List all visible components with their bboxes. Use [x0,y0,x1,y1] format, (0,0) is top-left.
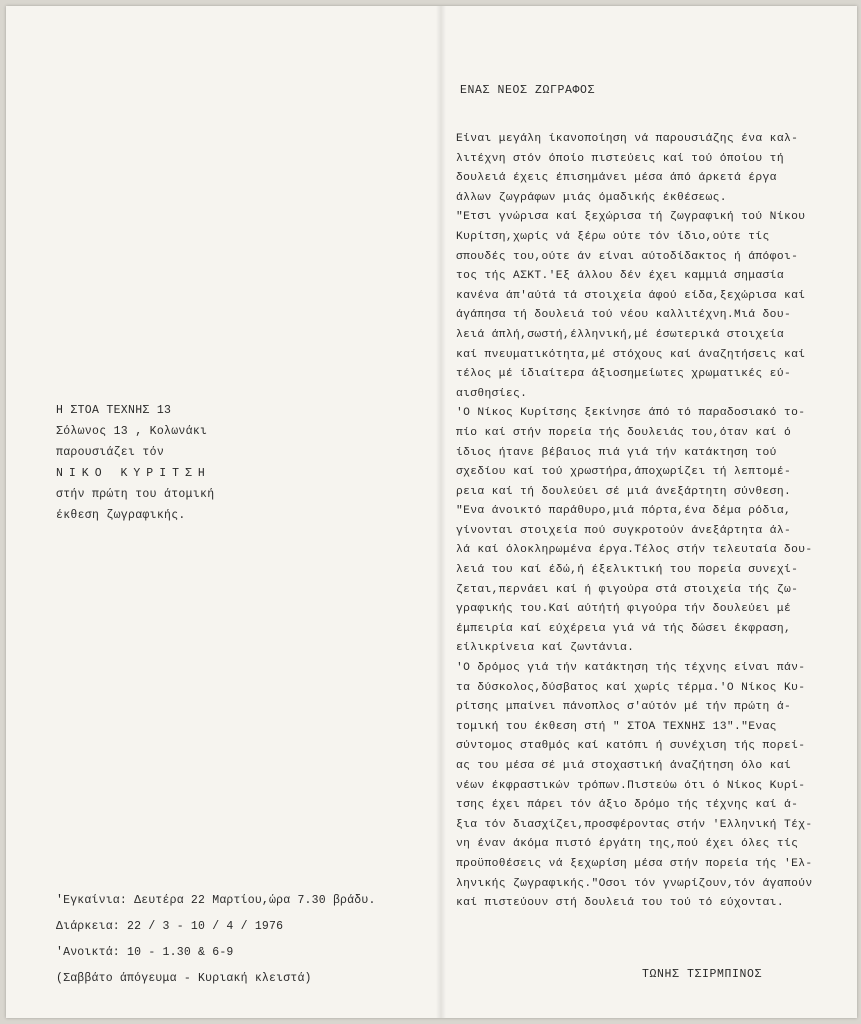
exhibition-line-2: έκθεση ζωγραφικής. [56,509,186,522]
essay-line: είλικρίνεια καί ζωντάνια. [456,642,635,655]
essay-line: ληνικής ζωγραφικής."Οσοι τόν γνωρίζουν,τόν άγαπούν [456,877,813,890]
essay-line: έμπειρία καί εύχέρεια γιά νά τής δώσει έκφραση, [456,622,792,635]
essay-line: Είναι μεγάλη ίκανοποίηση νά παρουσιάζης ένα καλ- [456,133,799,145]
essay-line: αισθησίες. [456,387,528,400]
essay-body [456,130,851,914]
essay-line: τομική του έκθεση στή " ΣΤΟΑ ΤΕΧΝΗΣ 13"."Ενας [456,720,777,733]
essay-line: λειά του καί έδώ,ή έξελικτική του πορεία συνεχί- [456,564,799,577]
essay-line: νη έναν άκόμα πιστό έργάτη της,πού έχει όλες τίς [456,838,799,851]
closed-line: (Σαββάτο άπόγευμα - Κυριακή κλειστά) [56,972,312,985]
essay-line: γραφικής του.Καί αύτήτή φιγούρα τήν δουλεύει μέ [456,603,792,616]
duration-line: Διάρκεια: 22 / 3 - 10 / 4 / 1976 [56,920,284,933]
essay-line: τσης έχει πάρει τόν άξιο δρόμο τής τέχνης καί ά- [456,799,799,812]
essay-line: γίνονται στοιχεία πού συγκροτούν άνεξάρτητα άλ- [456,524,792,537]
right-panel [446,6,857,1018]
essay-line: καί πνευματικότητα,μέ στόχους καί άναζητήσεις καί [456,348,806,361]
essay-line: λειά άπλή,σωστή,έλληνική,μέ έσωτερικά στοιχεία [456,328,784,341]
hours-line: 'Ανοικτά: 10 - 1.30 & 6-9 [56,946,234,959]
brochure-sheet [6,6,857,1018]
essay-line: 'Ο Νίκος Κυρίτσης ξεκίνησε άπό τό παραδοσιακό το- [456,407,806,420]
essay-line: "Ετσι γνώρισα καί ξεχώρισα τή ζωγραφική τού Νίκου [456,211,806,224]
essay-line: νέων έκφραστικών τρόπων.Πιστεύω ότι ό Νίκος Κυρί- [456,779,806,792]
exhibition-info [56,888,376,992]
essay-line: πίο καί στήν πορεία τής δουλειάς του,όταν καί ό [456,426,792,439]
essay-line: ίδιος ήτανε βέβαιος πιά γιά τήν κατάκτηση τού [456,446,777,459]
essay-line: τέλος μέ ίδιαίτερα άξιοσημείωτες χρωματικές εύ- [456,368,792,381]
essay-line: προϋποθέσεις νά ξεχωρίση μέσα στήν πορεία τής 'Ελ- [456,857,813,870]
page-fold [436,6,446,1018]
exhibition-line-1: στήν πρώτη του άτομική [56,488,215,501]
essay-line: δουλειά έχεις έπισημάνει μέσα άπό άρκετά έργα [456,172,777,185]
gallery-address: Σόλωνος 13 , Κολωνάκι [56,425,208,438]
essay-line: 'Ο δρόμος γιά τήν κατάκτηση τής τέχνης είναι πάν- [456,662,806,675]
gallery-announcement [56,400,214,526]
essay-line: σύντομος σταθμός καί κατόπι ή συνέχιση τής πορεί- [456,740,806,753]
essay-title: ΕΝΑΣ ΝΕΟΣ ΖΩΓΡΑΦΟΣ [460,84,596,97]
left-panel [6,6,436,1018]
essay-line: τος τής ΑΣΚΤ.'Εξ άλλου δέν έχει καμμιά σημασία [456,270,784,283]
essay-line: κανένα άπ'αύτά τά στοιχεία άφού είδα,ξεχώρισα καί [456,289,806,302]
essay-line: λά καί όλοκληρωμένα έργα.Τέλος στήν τελευταία δου- [456,544,813,557]
artist-name: ΝΙΚΟ ΚΥΡΙΤΣΗ [56,467,211,480]
essay-line: λιτέχνη στόν όποίο πιστεύεις καί τού όποίου τή [456,152,784,165]
essay-line: ζεται,περνάει καί ή φιγούρα στά στοιχεία τής ζω- [456,583,799,596]
essay-line: "Ενα άνοικτό παράθυρο,μιά πόρτα,ένα δέμα ρόδια, [456,505,792,518]
essay-line: σχεδίου καί τού χρωστήρα,άποχωρίζει τή λεπτομέ- [456,466,792,479]
essay-line: άλλων ζωγράφων μιάς όμαδικής έκθέσεως. [456,191,727,204]
essay-line: άγάπησα τή δουλειά τού νέου καλλιτέχνη.Μιά δου- [456,309,792,322]
essay-line: τα δύσκολος,δύσβατος καί χωρίς τέρμα.'Ο Νίκος Κυ- [456,681,806,694]
essay-line: ξια τόν διασχίζει,προσφέροντας στήν 'Ελληνική Τέχ- [456,818,813,831]
essay-line: ρεια καί τή δουλεύει σέ μιά άνεξάρτητη σύνθεση. [456,485,792,498]
author-signature: ΤΩΝΗΣ ΤΣΙΡΜΠΙΝΟΣ [642,968,763,981]
gallery-name: Η ΣΤΟΑ ΤΕΧΝΗΣ 13 [56,404,172,417]
essay-line: Κυρίτση,χωρίς νά ξέρω ούτε τόν ίδιο,ούτε τίς [456,230,770,243]
essay-line: ρίτσης μπαίνει πάνοπλος σ'αύτόν μέ τήν πρώτη ά- [456,701,792,714]
essay-line: καί πιστεύουν στή δουλειά του τού τό εύχονται. [456,897,784,910]
essay-line: σπουδές του,ούτε άν είναι αύτοδίδακτος ή άπόφοι- [456,250,799,263]
presents-line: παρουσιάζει τόν [56,446,165,459]
opening-line: 'Εγκαίνια: Δευτέρα 22 Μαρτίου,ώρα 7.30 βράδυ. [56,894,376,907]
essay-line: ας του μέσα σέ μιά στοχαστική άναζήτηση όλο καί [456,760,792,772]
